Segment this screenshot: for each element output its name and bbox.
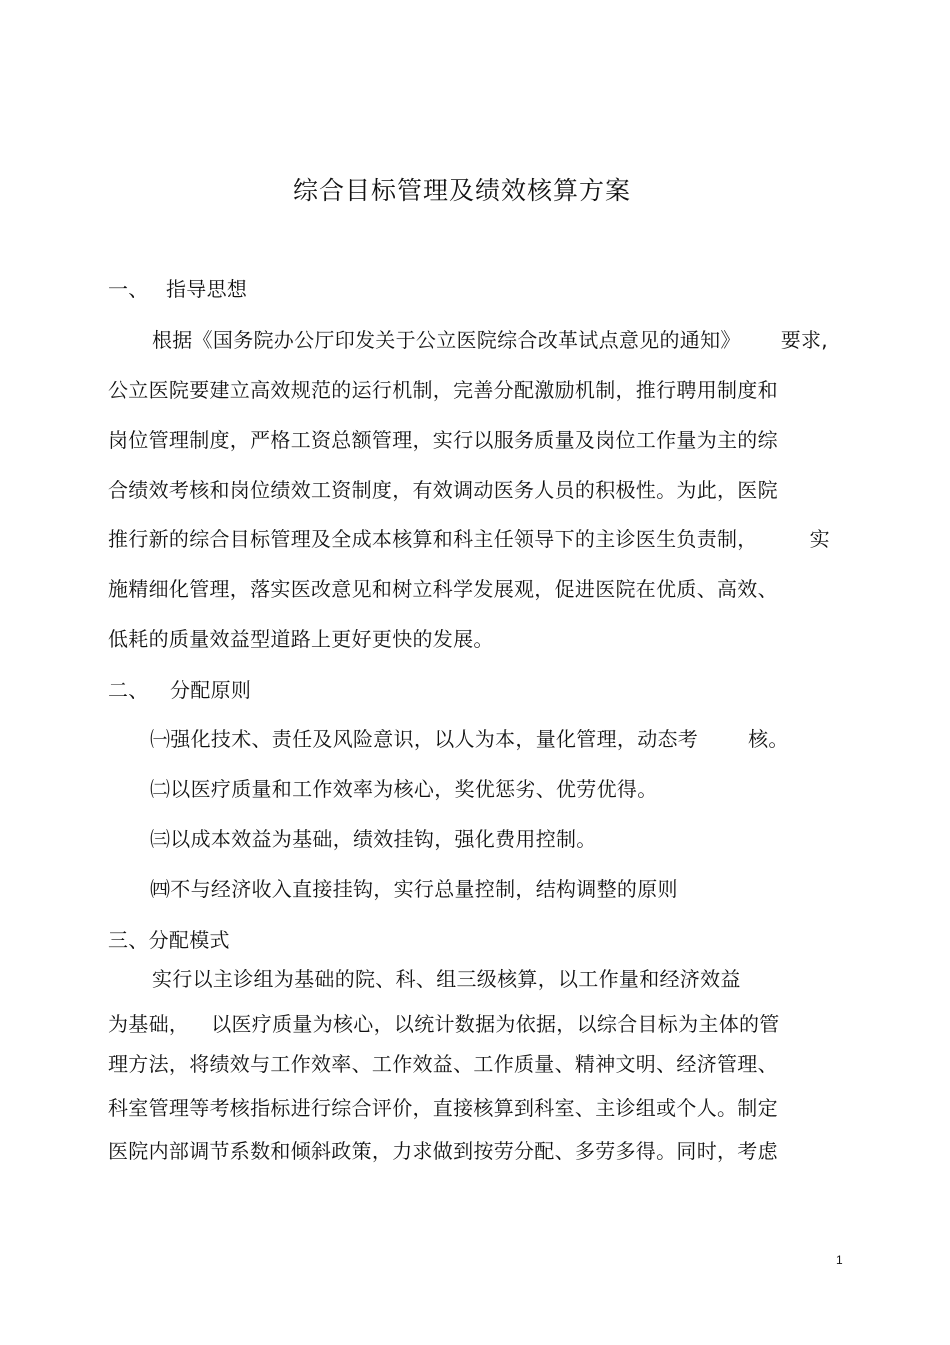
paragraph-line: 施精细化管理，落实医改意见和树立科学发展观，促进医院在优质、高效、	[108, 577, 778, 601]
paragraph-line: 医院内部调节系数和倾斜政策，力求做到按劳分配、多劳多得。同时，考虑	[108, 1139, 778, 1163]
section-title: 分配原则	[170, 678, 252, 702]
text-run: 核。	[748, 727, 789, 751]
paragraph-line: 科室管理等考核指标进行综合评价，直接核算到科室、主诊组或个人。制定	[108, 1096, 778, 1120]
section-title: 指导思想	[166, 277, 248, 301]
list-item: ㈢以成本效益为基础，绩效挂钩，强化费用控制。	[150, 827, 597, 851]
list-item	[150, 725, 789, 753]
paragraph-line	[152, 326, 828, 354]
list-item: ㈣不与经济收入直接挂钩，实行总量控制，结构调整的原则	[150, 877, 678, 901]
section-heading-3: 三、分配模式	[108, 928, 230, 952]
paragraph-line: 低耗的质量效益型道路上更好更快的发展。	[108, 627, 494, 651]
section-number: 二、	[108, 678, 149, 702]
text-run: 要求,	[780, 328, 828, 352]
paragraph-line: 理方法，将绩效与工作效率、工作效益、工作质量、精神文明、经济管理、	[108, 1052, 778, 1076]
section-heading-2	[108, 676, 251, 704]
text-run: 为基础，	[108, 1012, 190, 1036]
section-number: 一、	[108, 277, 149, 301]
document-title: 综合目标管理及绩效核算方案	[292, 176, 631, 205]
text-run: 实	[809, 527, 830, 551]
paragraph-line	[108, 525, 830, 553]
paragraph-line: 合绩效考核和岗位绩效工资制度，有效调动医务人员的积极性。为此，医院	[108, 478, 778, 502]
paragraph-line: 岗位管理制度，严格工资总额管理，实行以服务质量及岗位工作量为主的综	[108, 428, 778, 452]
list-item: ㈡以医疗质量和工作效率为核心，奖优惩劣、优劳优得。	[150, 777, 658, 801]
text-run: 推行新的综合目标管理及全成本核算和科主任领导下的主诊医生负责制，	[108, 527, 758, 551]
text-run: 以医疗质量为核心，以统计数据为依据，以综合目标为主体的管	[211, 1012, 780, 1036]
section-heading-1	[108, 275, 247, 303]
text-run: ㈠强化技术、责任及风险意识，以人为本，量化管理，动态考	[150, 727, 699, 751]
paragraph-line: 实行以主诊组为基础的院、科、组三级核算，以工作量和经济效益	[152, 967, 741, 991]
text-run: 根据《国务院办公厅印发关于公立医院综合改革试点意见的通知》	[152, 328, 741, 352]
page-number: 1	[836, 1253, 843, 1267]
paragraph-line	[108, 1010, 780, 1038]
paragraph-line: 公立医院要建立高效规范的运行机制，完善分配激励机制，推行聘用制度和	[108, 378, 778, 402]
